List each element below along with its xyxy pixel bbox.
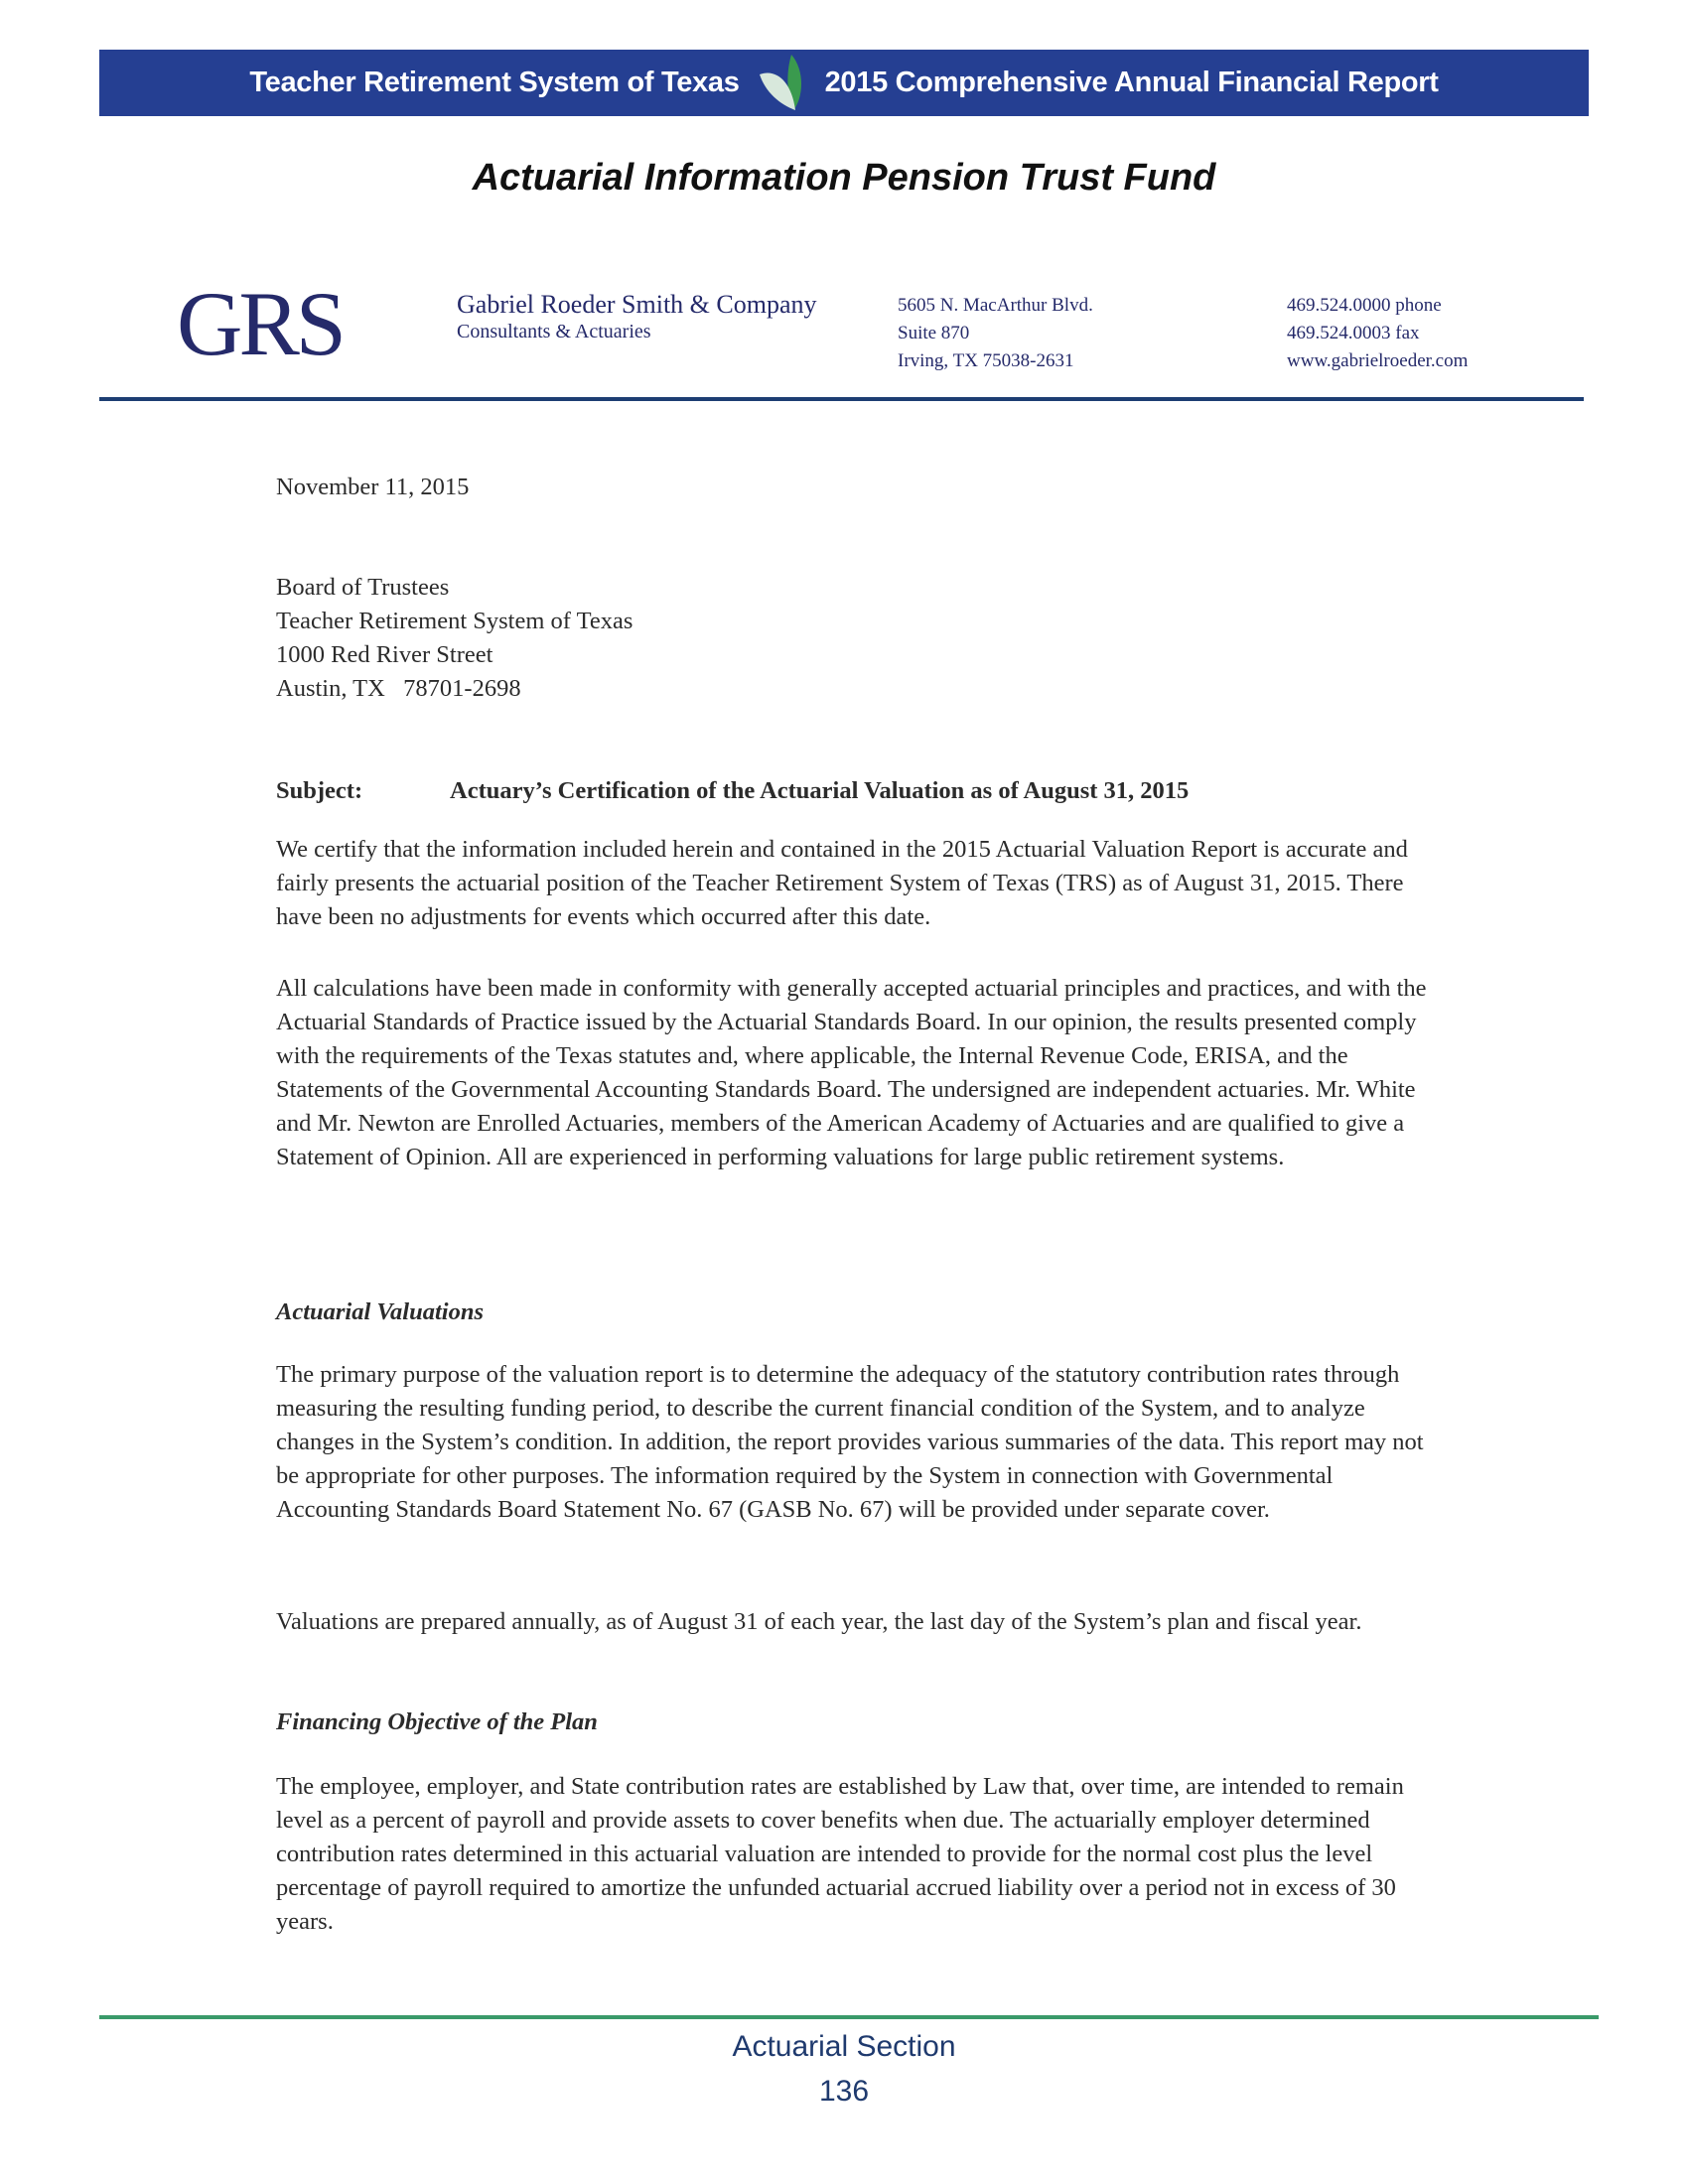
paragraph-contribution-rates: The employee, employer, and State contribution rates are established by Law that, over time, are intended to remain level as a percent of payroll and provide assets to cover benefits when due. The actuarially employer determined contribution rates determined in this actuarial valuation are intended to provide for the normal cost plus the level percentage of payroll required to amortize the unfunded actuarial accrued liability over a period not in excess of 30 years. <box>276 1773 1404 1935</box>
report-banner <box>99 50 1589 116</box>
firm-address <box>898 292 1093 375</box>
website-link[interactable]: www.gabrielroeder.com <box>1287 350 1469 371</box>
paragraph-purpose: The primary purpose of the valuation report is to determine the adequacy of the statutory contribution rates through measuring the resulting funding period, to describe the current financial condition of the System, and to analyze changes in the System’s condition. In addition, the report provides various summaries of the data. This report may not be appropriate for other purposes. The information required by the System in connection with Governmental Accounting Standards Board Statement No. 67 (GASB No. 67) will be provided under separate cover. <box>276 1361 1424 1523</box>
grs-logo: GRS <box>177 273 343 374</box>
firm-block <box>457 291 817 343</box>
banner-right-title: 2015 Comprehensive Annual Financial Report <box>824 67 1439 98</box>
recipient-line: Austin, TX 78701-2698 <box>276 675 521 702</box>
page-title: Actuarial Information Pension Trust Fund <box>472 157 1216 199</box>
recipient-line: Teacher Retirement System of Texas <box>276 608 633 634</box>
heading-actuarial-valuations: Actuarial Valuations <box>276 1298 485 1325</box>
letterhead <box>99 273 1589 402</box>
firm-subtitle: Consultants & Actuaries <box>457 320 651 342</box>
firm-contact <box>1287 292 1468 375</box>
firm-name: Gabriel Roeder Smith & Company <box>457 290 817 319</box>
recipient-line: Board of Trustees <box>276 574 450 601</box>
leaf-icon <box>758 53 807 114</box>
banner-left-title: Teacher Retirement System of Texas <box>249 67 740 98</box>
paragraph-annual-valuation: Valuations are prepared annually, as of August 31 of each year, the last day of the System’s plan and fiscal year. <box>276 1608 1362 1635</box>
phone-number: 469.524.0000 phone <box>1287 295 1442 316</box>
subject-label: Subject: <box>276 777 363 804</box>
letter-date: November 11, 2015 <box>276 474 470 500</box>
heading-financing-objective: Financing Objective of the Plan <box>276 1708 598 1735</box>
paragraph-calculations: All calculations have been made in conformity with generally accepted actuarial principles and practices, and with the Actuarial Standards of Practice issued by the Actuarial Standards Board. In our opinion, the results presented comply with the requirements of the Texas statutes and, where applicable, the Internal Revenue Code, ERISA, and the Statements of the Governmental Accounting Standards Board. The undersigned are independent actuaries. Mr. White and Mr. Newton are Enrolled Actuaries, members of the American Academy of Actuaries and are qualified to give a Statement of Opinion. All are experienced in performing valuations for large public retirement systems. <box>276 975 1427 1170</box>
letterhead-divider <box>99 397 1584 401</box>
footer-section-title: Actuarial Section <box>732 2030 956 2063</box>
address-line: 5605 N. MacArthur Blvd. <box>898 295 1093 316</box>
page-number: 136 <box>818 2075 870 2108</box>
subject-line <box>276 774 1438 808</box>
paragraph-certification: We certify that the information included herein and contained in the 2015 Actuarial Valuation Report is accurate and fairly presents the actuarial position of the Teacher Retirement System of Texas (TRS) as of August 31, 2015. There have been no adjustments for events which occurred after this date. <box>276 836 1408 930</box>
fax-number: 469.524.0003 fax <box>1287 323 1420 343</box>
recipient-address <box>276 571 1438 706</box>
subject-text: Actuary’s Certification of the Actuarial Valuation as of August 31, 2015 <box>450 777 1190 804</box>
address-line: Suite 870 <box>898 323 970 343</box>
footer-divider <box>99 2015 1599 2019</box>
address-line: Irving, TX 75038-2631 <box>898 350 1074 371</box>
recipient-line: 1000 Red River Street <box>276 641 493 668</box>
